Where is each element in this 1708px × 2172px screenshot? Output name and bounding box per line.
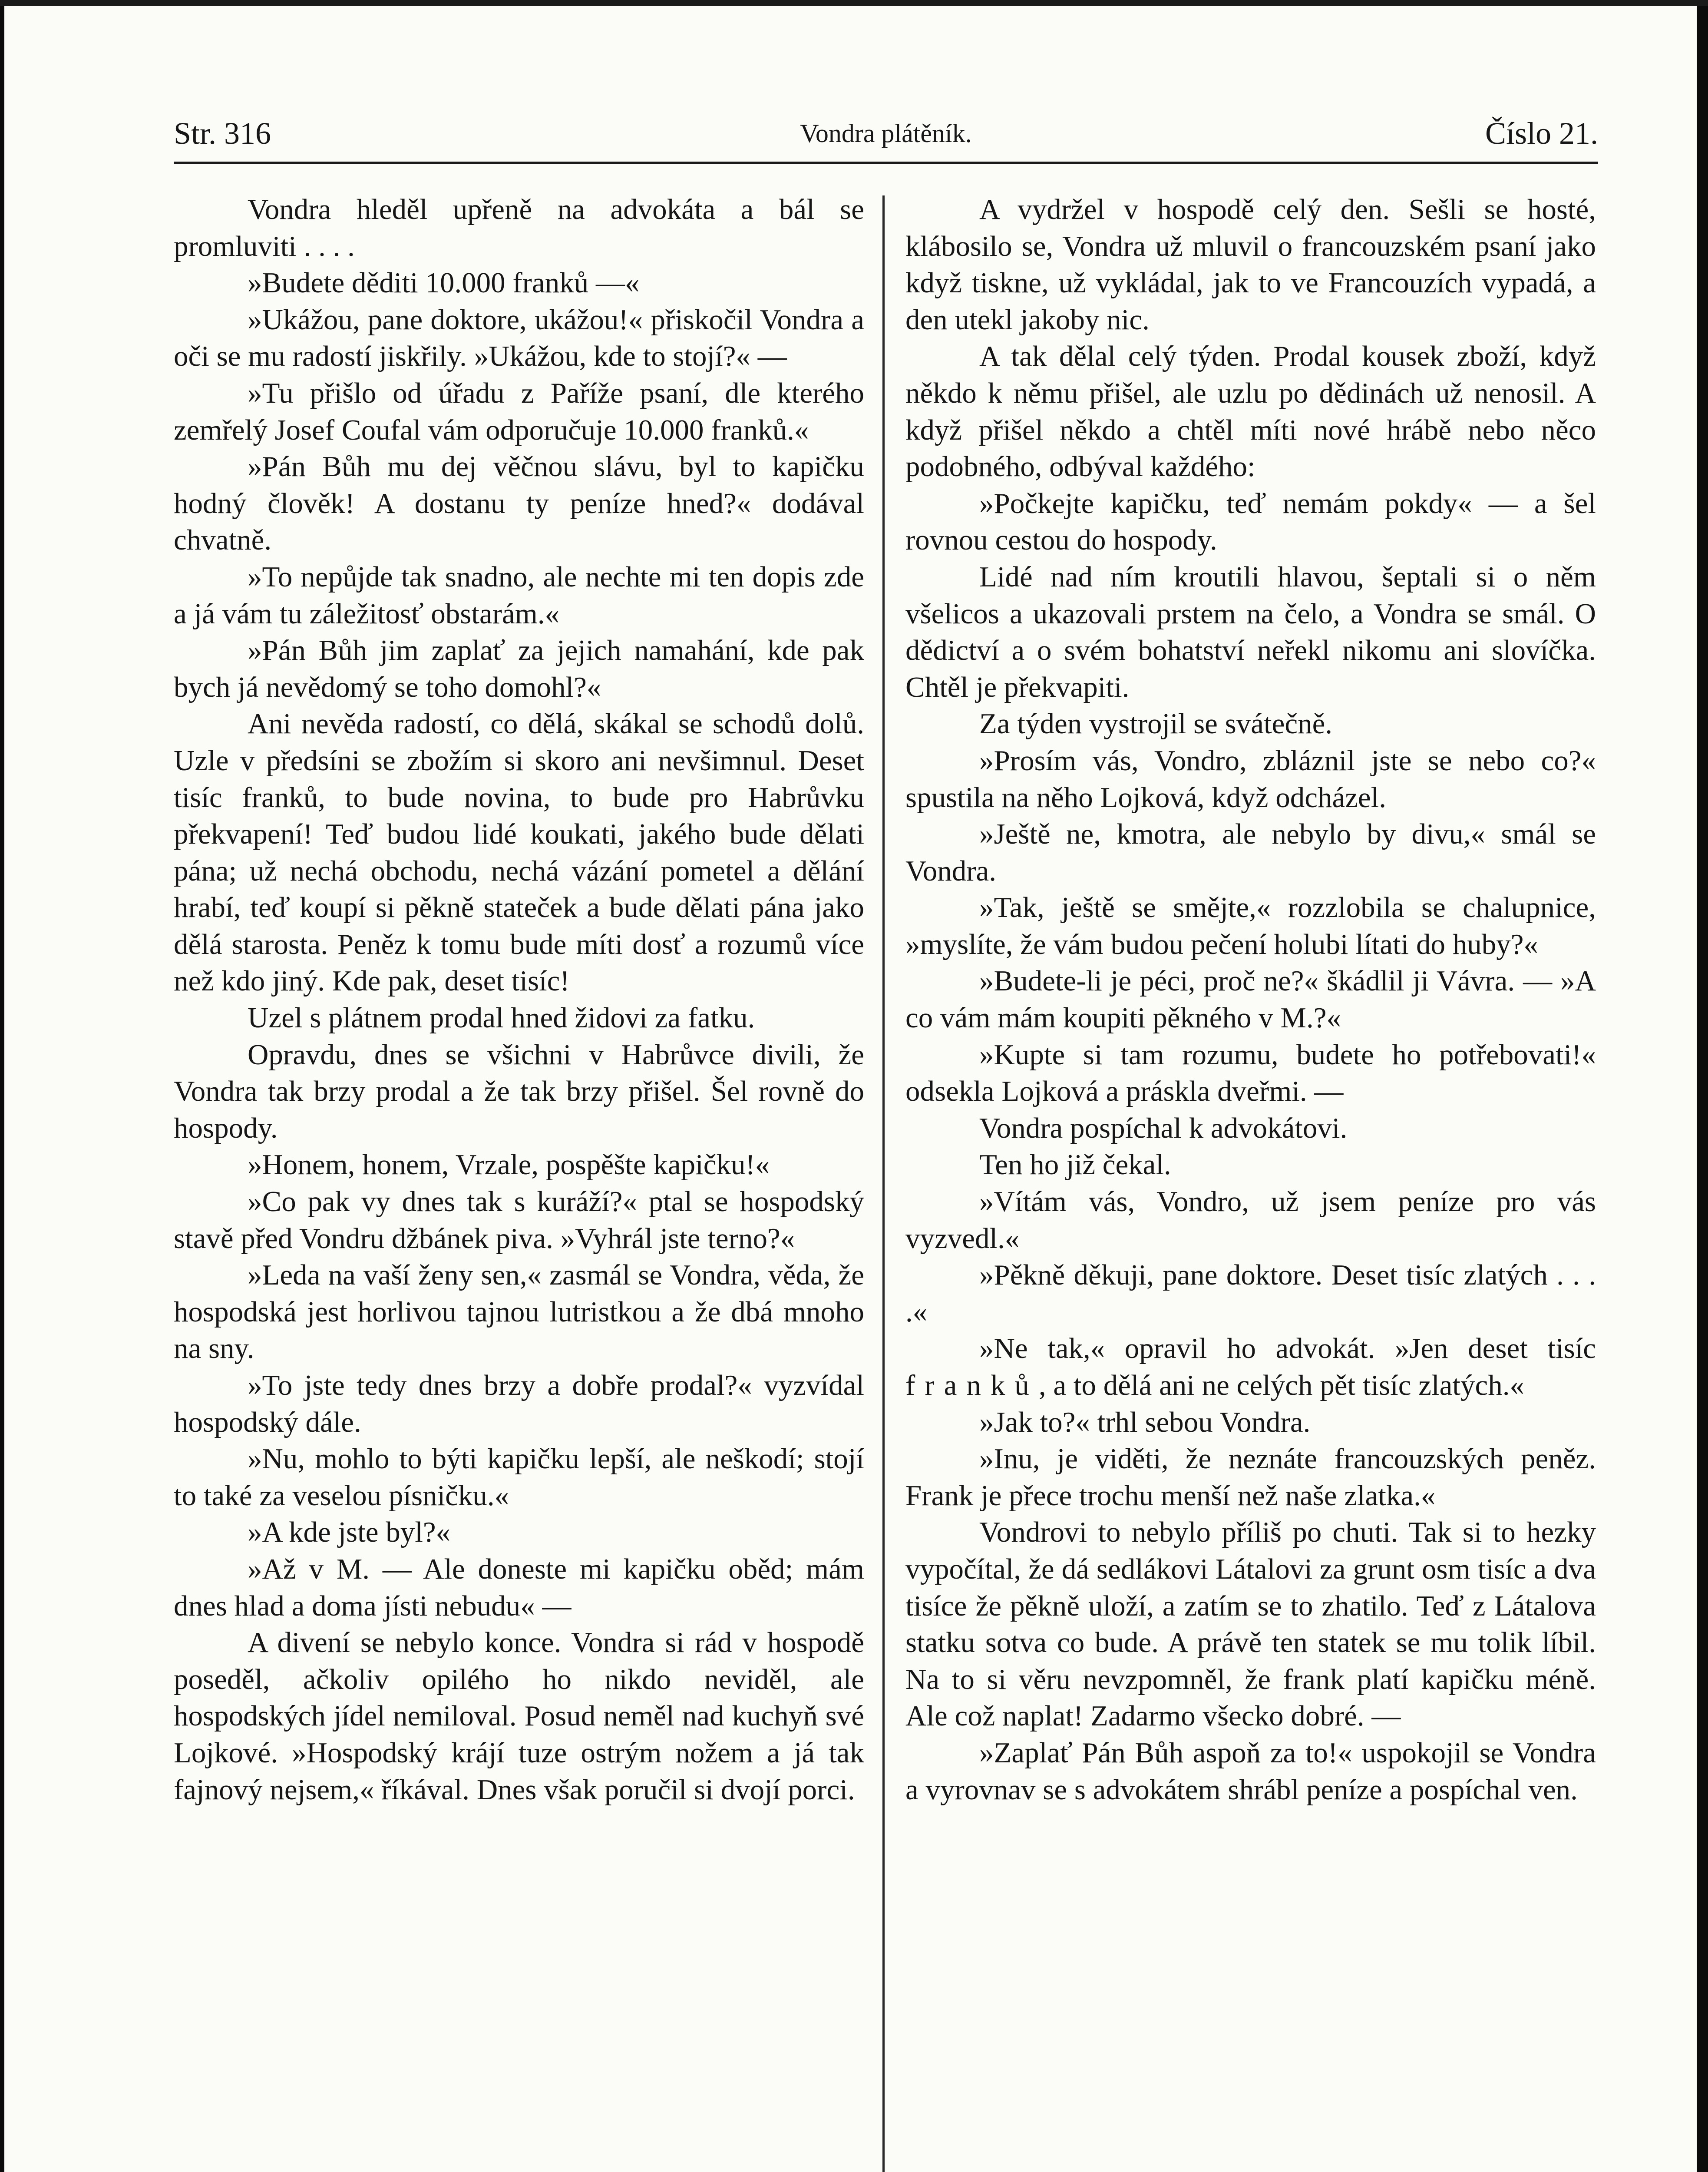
running-title: Vondra plátěník. [800,119,972,148]
paragraph: »Tak, ještě se smějte,« rozzlobila se chalupnice, »myslíte, že vám budou pečení holubi lítati do huby?« [905,891,1596,960]
paragraph: Za týden vystrojil se svátečně. [979,708,1333,740]
paragraph: »To jste tedy dnes brzy a dobře prodal?« vyzvídal hospodský dále. [174,1369,864,1438]
paragraph: »Zaplať Pán Bůh aspoň za to!« uspokojil se Vondra a vyrovnav se s advokátem shrábl peníze a pospíchal ven. [905,1736,1596,1806]
scan-border-left [0,0,4,2172]
paragraph: Lidé nad ním kroutili hlavou, šeptali si o něm všelicos a ukazovali prstem na čelo, a Vondra se smál. O dědictví a o svém bohatství neřekl nikomu ani slovíčka. Chtěl je překvapiti. [905,560,1596,703]
paragraph: »To nepůjde tak snadno, ale nechte mi ten dopis zde a já vám tu záležitosť obstarám.« [174,560,864,630]
paragraph: Vondra pospíchal k advokátovi. [979,1112,1348,1144]
paragraph: »Počkejte kapičku, teď nemám pokdy« — a šel rovnou cestou do hospody. [905,487,1596,556]
paragraph: »Honem, honem, Vrzale, pospěšte kapičku!« [248,1149,770,1181]
paragraph: Uzel s plátnem prodal hned židovi za fatku. [248,1002,755,1034]
paragraph: »Prosím vás, Vondro, zbláznil jste se nebo co?« spustila na něho Lojková, když odcházel. [905,744,1596,814]
paragraph: »Co pak vy dnes tak s kuráží?« ptal se hospodský stavě před Vondru džbánek piva. »Vyhrál jste terno?« [174,1185,864,1255]
paragraph: »Ještě ne, kmotra, ale nebylo by divu,« smál se Vondra. [905,818,1596,887]
paragraph: »Budete děditi 10.000 franků —« [248,267,640,299]
paragraph: »Jak to?« trhl sebou Vondra. [979,1406,1311,1438]
right-column [905,191,1596,1808]
page-number: Str. 316 [174,116,271,151]
paragraph: »Až v M. — Ale doneste mi kapičku oběd; mám dnes hlad a doma jísti nebudu« — [174,1553,864,1622]
paragraph: »Kupte si tam rozumu, budete ho potřebovati!« odsekla Lojková a práskla dveřmi. — [905,1038,1596,1108]
paragraph: »Tu přišlo od úřadu z Paříže psaní, dle kterého zemřelý Josef Coufal vám odporučuje 10.000 franků.« [174,377,864,446]
paragraph: »Leda na vaší ženy sen,« zasmál se Vondra, věda, že hospodská jest horlivou tajnou lutristkou a že dbá mnoho na sny. [174,1259,864,1365]
paragraph: A vydržel v hospodě celý den. Sešli se hosté, klábosilo se, Vondra už mluvil o francouzském psaní jako když tiskne, už vykládal, jak to ve Francouzích vypadá, a den utekl jakoby nic. [905,193,1596,336]
paragraph: Opravdu, dnes se všichni v Habrůvce divili, že Vondra tak brzy prodal a že tak brzy přišel. Šel rovně do hospody. [174,1038,864,1144]
paragraph: »A kde jste byl?« [248,1516,451,1549]
paragraph: Ten ho již čekal. [979,1149,1171,1181]
scan-border-right [1697,0,1708,2172]
column-divider [882,195,885,2172]
paragraph: Vondra hleděl upřeně na advokáta a bál se promluviti . . . . [174,193,864,262]
left-column [174,191,864,1808]
scan-border-top [0,0,1708,6]
paragraph: »Vítám vás, Vondro, už jsem peníze pro vás vyzvedl.« [905,1185,1596,1255]
emphasized-word: franků [905,1369,1039,1401]
paragraph: »Inu, je viděti, že neznáte francouzských peněz. Frank je přece trochu menší než naše zlatka.« [905,1443,1596,1512]
paragraph: »Ukážou, pane doktore, ukážou!« přiskočil Vondra a oči se mu radostí jiskřily. »Ukážou, kde to stojí?« — [174,303,864,373]
paragraph: »Budete-li je péci, proč ne?« škádlil ji Vávra. — »A co vám mám koupiti pěkného v M.?« [905,965,1596,1034]
paragraph: »Pěkně děkuji, pane doktore. Deset tisíc zlatých . . . .« [905,1259,1596,1328]
paragraph: »Pán Bůh mu dej věčnou slávu, byl to kapičku hodný člověk! A dostanu ty peníze hned?« dodával chvatně. [174,450,864,556]
paragraph: »Pán Bůh jim zaplať za jejich namahání, kde pak bych já nevědomý se toho domohl?« [174,634,864,703]
paragraph: »Ne tak,« opravil ho advokát. »Jen deset tisíc franků, a to dělá ani ne celých pět tisíc zlatých.« [905,1332,1596,1401]
paragraph: A divení se nebylo konce. Vondra si rád v hospodě poseděl, ačkoliv opilého ho nikdo neviděl, ale hospodských jídel nemiloval. Posud neměl nad kuchyň své Lojkové. »Hospodský krájí tuze ostrým nožem a já tak fajnový nejsem,« říkával. Dnes však poručil si dvojí porci. [174,1626,864,1806]
header-rule [174,162,1598,164]
paragraph: »Nu, mohlo to býti kapičku lepší, ale neškodí; stojí to také za veselou písničku.« [174,1443,864,1512]
paragraph: A tak dělal celý týden. Prodal kousek zboží, když někdo k němu přišel, ale uzlu po dědinách už nenosil. A když přišel někdo a chtěl míti nové hrábě nebo něco podobného, odbýval každého: [905,340,1596,483]
issue-number: Číslo 21. [1485,116,1598,151]
page-header [174,114,1598,153]
paragraph: Vondrovi to nebylo příliš po chuti. Tak si to hezky vypočítal, že dá sedlákovi Látalovi za grunt osm tisíc a dva tisíce že pěkně uloží, a zatím se to zhatilo. Teď z Látalova statku sotva co bude. A právě ten statek se mu tolik líbil. Na to si věru nevzpomněl, že frank platí kapičku méně. Ale což naplat! Zadarmo všecko dobré. — [905,1516,1596,1732]
paragraph: Ani nevěda radostí, co dělá, skákal se schodů dolů. Uzle v předsíni se zbožím si skoro ani nevšimnul. Deset tisíc franků, to bude novina, to bude pro Habrůvku překvapení! Teď budou lidé koukati, jakého bude dělati pána; už nechá obchodu, nechá vázání pometel a dělání hrabí, teď koupí si pěkně stateček a bude dělati pána jako dělá starosta. Peněz k tomu bude míti dosť a rozumů více než kdo jiný. Kde pak, deset tisíc! [174,708,864,997]
